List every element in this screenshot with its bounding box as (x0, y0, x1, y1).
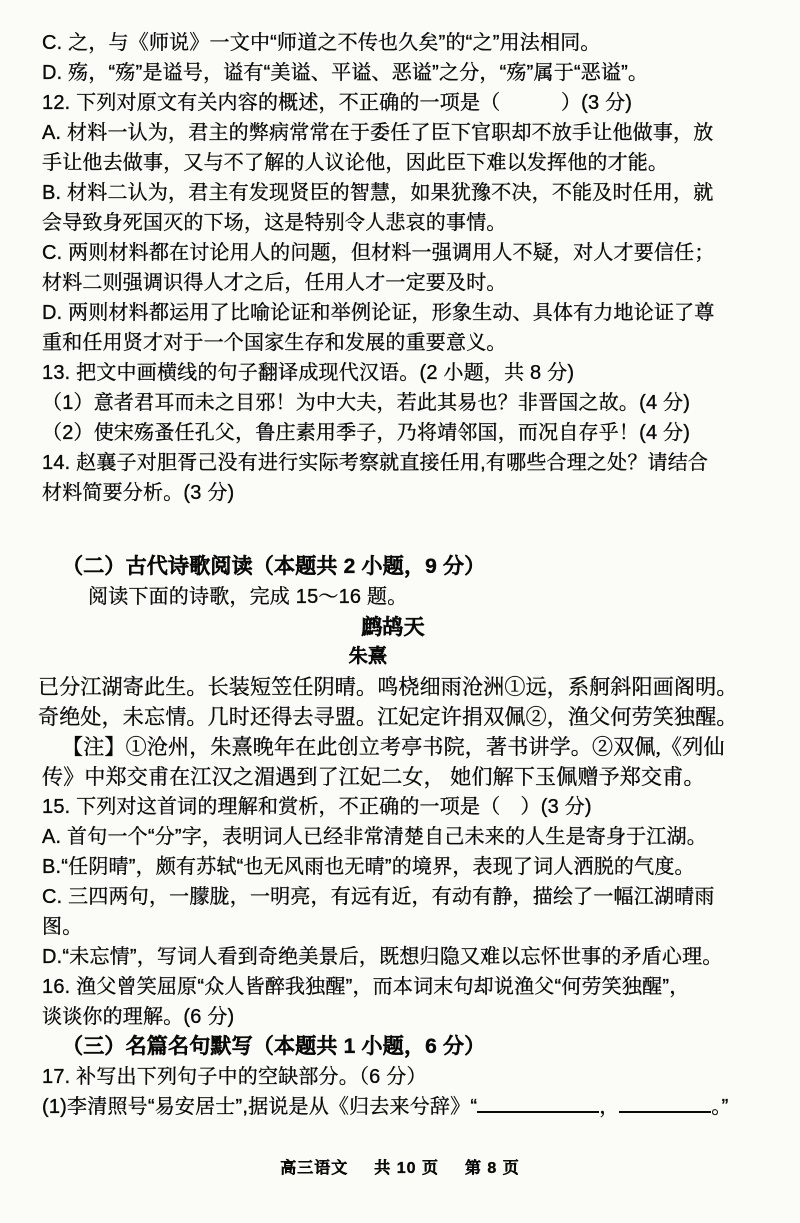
footer-page-number: 第 8 页 (464, 1160, 520, 1177)
q15-option-d: D.“未忘情”，写词人看到奇绝美景后，既想归隐又难以忘怀世事的矛盾心理。 (42, 946, 723, 968)
poem-note-line1: 【注】①沧州，朱熹晚年在此创立考亭书院，著书讲学。②双佩,《列仙 (62, 735, 725, 759)
q15-option-c-line2: 图。 (42, 916, 83, 938)
footer-course-label: 高三语文 (280, 1160, 349, 1177)
q16-stem-line1: 16. 渔父曾笑屈原“众人皆醉我独醒”，而本词末句却说渔父“何劳笑独醒”， (42, 976, 690, 998)
poem-line2: 奇绝处，未忘情。几时还得去寻盟。江妃定许捐双佩②，渔父何劳笑独醒。 (38, 705, 738, 729)
q12-option-a-line1: A. 材料一认为，君主的弊病常常在于委任了臣下官职却不放手让他做事，放 (42, 122, 714, 144)
fill-blank-suffix: 。” (711, 1096, 729, 1118)
footer-total-pages: 共 10 页 (374, 1160, 439, 1177)
q16-stem-line2: 谈谈你的理解。(6 分) (42, 1006, 235, 1028)
q17-part1-fill-blank-line (42, 1092, 774, 1122)
q14-stem-line2: 材料简要分析。(3 分) (42, 482, 235, 504)
q12-option-b-line1: B. 材料二认为，君主有发现贤臣的智慧，如果犹豫不决，不能及时任用，就 (42, 182, 714, 204)
poem-note-line2: 传》中郑交甫在江汉之湄遇到了江妃二女， 她们解下玉佩赠予郑交甫。 (42, 765, 705, 789)
q12-option-a-line2: 手让他去做事，又与不了解的人议论他，因此臣下难以发挥他的才能。 (42, 152, 669, 174)
q13-stem: 13. 把文中画横线的句子翻译成现代汉语。(2 小题，共 8 分) (42, 362, 575, 384)
q13-part2: （2）使宋殇蚤任孔父，鲁庄素用季子，乃将靖邻国，而况自存乎！(4 分) (42, 422, 691, 444)
section-2-heading: （二）古代诗歌阅读（本题共 2 小题，9 分） (62, 555, 486, 578)
q15-option-b: B.“任阴晴”，颇有苏轼“也无风雨也无晴”的境界，表现了词人洒脱的气度。 (42, 856, 695, 878)
answer-blank-2 (619, 1093, 711, 1113)
section-gap (42, 508, 774, 552)
page-footer (0, 1155, 800, 1178)
q12-stem: 12. 下列对原文有关内容的概述，不正确的一项是（ ）(3 分) (42, 92, 633, 114)
q12-option-d-line2: 重和任用贤才对于一个国家生存和发展的重要意义。 (42, 332, 507, 354)
poem-line1: 已分江湖寄此生。长装短笠任阴晴。鸣桡细雨沧洲①远，系舸斜阳画阁明。 (38, 675, 738, 699)
q17-stem: 17. 补写出下列句子中的空缺部分。（6 分） (42, 1066, 427, 1088)
answer-blank-1 (477, 1093, 599, 1113)
fill-blank-separator: ， (599, 1096, 620, 1118)
q13-part1: （1）意者君耳而未之目邪！为中大夫，若此其易也？非晋国之故。(4 分) (42, 392, 691, 414)
q11-option-d: D. 殇，“殇”是谥号，谥有“美谥、平谥、恶谥”之分，“殇”属于“恶谥”。 (42, 62, 649, 84)
poem-title: 鹧鸪天 (361, 615, 425, 639)
q11-option-c: C. 之，与《师说》一文中“师道之不传也久矣”的“之”用法相同。 (42, 32, 601, 54)
q14-stem-line1: 14. 赵襄子对胆胥己没有进行实际考察就直接任用,有哪些合理之处？请结合 (42, 452, 709, 474)
fill-blank-prefix: (1)李清照号“易安居士”,据说是从《归去来兮辞》“ (42, 1096, 478, 1118)
section-3-heading: （三）名篇名句默写（本题共 1 小题，6 分） (62, 1035, 486, 1058)
poem-author: 朱熹 (348, 646, 388, 667)
q15-option-c-line1: C. 三四两句，一朦胧，一明亮，有远有近，有动有静，描绘了一幅江湖晴雨 (42, 886, 715, 908)
q12-option-b-line2: 会导致身死国灭的下场，这是特别令人悲哀的事情。 (42, 212, 507, 234)
poem-intro: 阅读下面的诗歌，完成 15～16 题。 (88, 586, 408, 608)
q12-option-c-line2: 材料二则强调识得人才之后，任用人才一定要及时。 (42, 272, 507, 294)
q12-option-d-line1: D. 两则材料都运用了比喻论证和举例论证，形象生动、具体有力地论证了尊 (42, 302, 715, 324)
q15-stem: 15. 下列对这首词的理解和赏析，不正确的一项是（ ）(3 分) (42, 796, 592, 818)
q15-option-a: A. 首句一个“分”字，表明词人已经非常清楚自己未来的人生是寄身于江湖。 (42, 826, 707, 848)
q12-option-c-line1: C. 两则材料都在讨论用人的问题，但材料一强调用人不疑，对人才要信任； (42, 242, 715, 264)
